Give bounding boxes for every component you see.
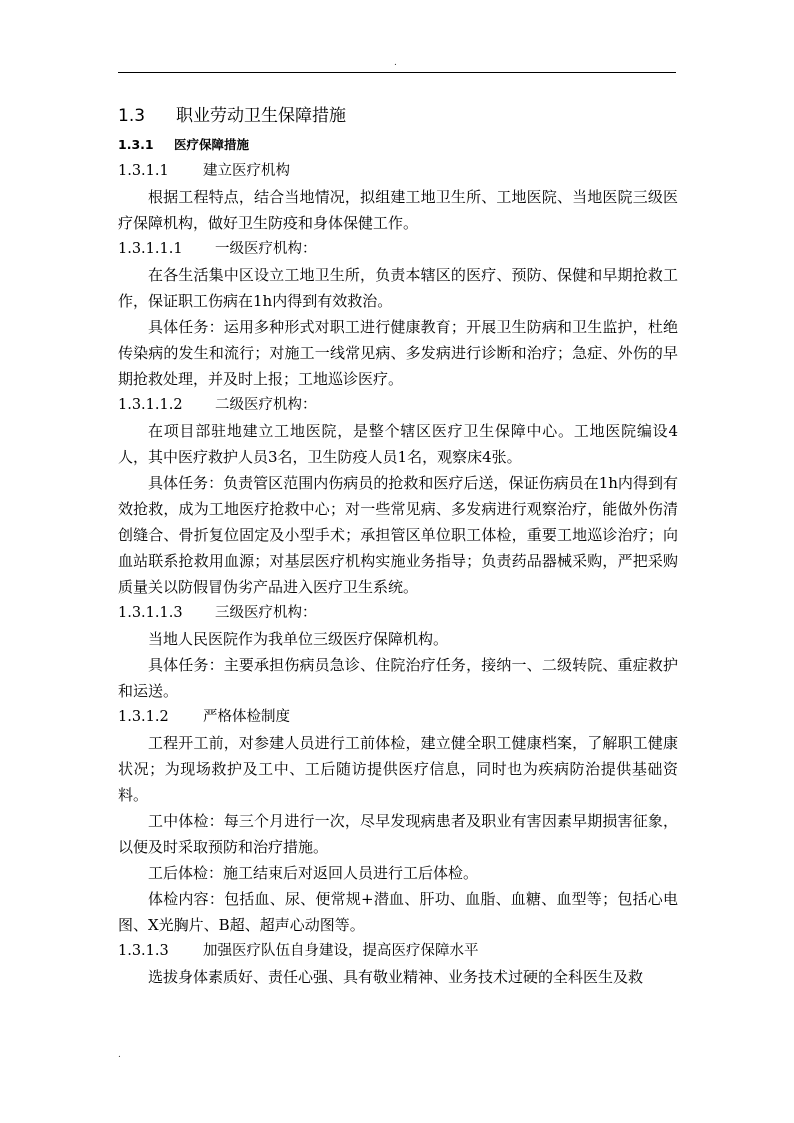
heading-1-3-1-3: [118, 938, 678, 964]
paragraph: 工程开工前，对参建人员进行工前体检，建立健全职工健康档案，了解职工健康状况；为现场救护及工中、工后随访提供医疗信息，同时也为疾病防治提供基础资料。: [118, 734, 678, 804]
heading-number: 1.3.1: [118, 137, 154, 152]
heading-1-3-1-2: [118, 704, 678, 730]
heading-number: 1.3.1.1.3: [118, 605, 183, 621]
heading-title: 医疗保障措施: [174, 137, 250, 152]
heading-number: 1.3.1.1: [118, 163, 169, 179]
paragraph: 工后体检：施工结束后对返回人员进行工后体检。: [148, 864, 479, 882]
paragraph: 体检内容：包括血、尿、便常规+潜血、肝功、血脂、血糖、血型等；包括心电图、X光胸片、B超、超声心动图等。: [118, 890, 678, 934]
heading-number: 1.3.1.1.1: [118, 241, 183, 257]
heading-number: 1.3.1.2: [118, 709, 169, 725]
header-rule: [118, 72, 676, 73]
heading-number: 1.3.1.3: [118, 943, 169, 959]
heading-number: 1.3: [118, 106, 146, 126]
heading-title: 一级医疗机构：: [215, 241, 317, 257]
footer-mark: .: [118, 1050, 121, 1060]
paragraph: 选拔身体素质好、责任心强、具有敬业精神、业务技术过硬的全科医生及救: [148, 968, 644, 986]
heading-title: 二级医疗机构：: [215, 397, 317, 413]
paragraph: 当地人民医院作为我单位三级医疗保障机构。: [148, 630, 449, 648]
heading-1-3-1: [118, 132, 678, 158]
heading-1-3: [118, 102, 678, 132]
paragraph: 在项目部驻地建立工地医院，是整个辖区医疗卫生保障中心。工地医院编设4人，其中医疗救护人员3名，卫生防疫人员1名，观察床4张。: [118, 422, 678, 466]
heading-title: 严格体检制度: [203, 709, 290, 725]
heading-number: 1.3.1.1.2: [118, 397, 183, 413]
heading-title: 三级医疗机构：: [215, 605, 317, 621]
header-mark: .: [394, 58, 397, 68]
heading-1-3-1-1: [118, 158, 678, 184]
paragraph: 工中体检：每三个月进行一次，尽早发现病患者及职业有害因素早期损害征象，以便及时采取预防和治疗措施。: [118, 812, 678, 856]
heading-title: 建立医疗机构: [203, 163, 290, 179]
heading-title: 职业劳动卫生保障措施: [176, 106, 346, 126]
heading-title: 加强医疗队伍自身建设，提高医疗保障水平: [203, 943, 479, 959]
paragraph: 具体任务：负责管区范围内伤病员的抢救和医疗后送，保证伤病员在1h内得到有效抢救，成为工地医疗抢救中心；对一些常见病、多发病进行观察治疗，能做外伤清创缝合、骨折复位固定及小型手术；承担管区单位职工体检，重要工地巡诊治疗；向血站联系抢救用血源；对基层医疗机构实施业务指导；负责药品器械采购，严把采购质量关以防假冒伪劣产品进入医疗卫生系统。: [118, 474, 678, 596]
paragraph: 具体任务：主要承担伤病员急诊、住院治疗任务，接纳一、二级转院、重症救护和运送。: [118, 656, 678, 700]
paragraph: 具体任务：运用多种形式对职工进行健康教育；开展卫生防病和卫生监护，杜绝传染病的发生和流行；对施工一线常见病、多发病进行诊断和治疗；急症、外伤的早期抢救处理，并及时上报；工地巡诊医疗。: [118, 318, 678, 388]
paragraph: 根据工程特点，结合当地情况，拟组建工地卫生所、工地医院、当地医院三级医疗保障机构，做好卫生防疫和身体保健工作。: [118, 188, 678, 232]
document-body: [118, 102, 678, 990]
heading-1-3-1-1-1: [118, 236, 678, 262]
heading-1-3-1-1-3: [118, 600, 678, 626]
paragraph: 在各生活集中区设立工地卫生所，负责本辖区的医疗、预防、保健和早期抢救工作，保证职工伤病在1h内得到有效救治。: [118, 266, 678, 310]
heading-1-3-1-1-2: [118, 392, 678, 418]
